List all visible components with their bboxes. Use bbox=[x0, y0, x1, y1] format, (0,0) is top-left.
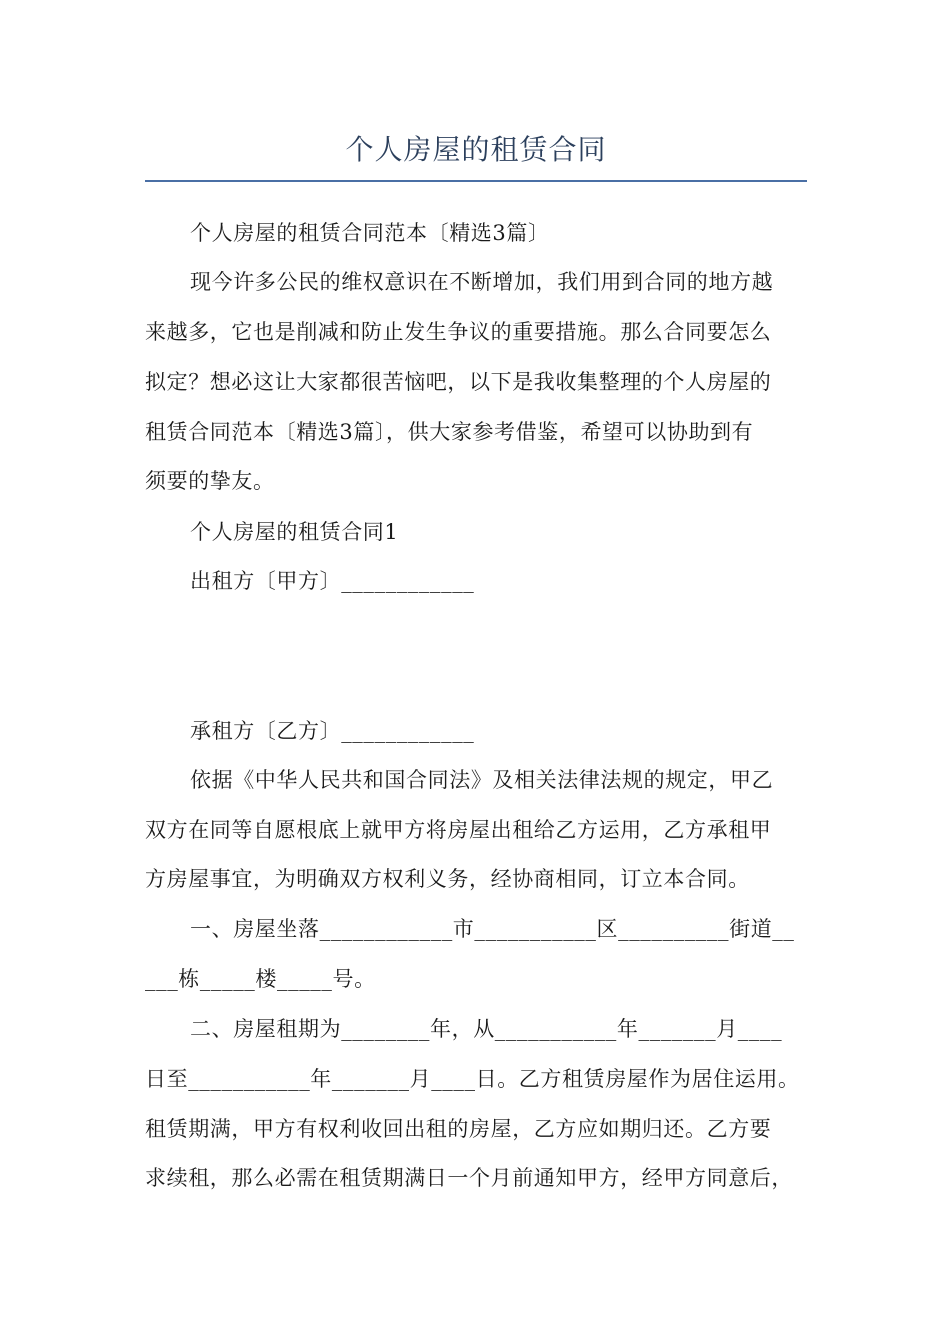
paragraph-subtitle: 个人房屋的租赁合同范本〔精选3篇〕 bbox=[190, 221, 550, 245]
clause-2-line-3: 租赁期满，甲方有权利收回出租的房屋，乙方应如期归还。乙方要 bbox=[145, 1117, 772, 1141]
paragraph-intro-line-4: 租赁合同范本〔精选3篇〕，供大家参考借鉴，希望可以协助到有 bbox=[145, 420, 754, 444]
paragraph-intro-line-1: 现今许多公民的维权意识在不断增加，我们用到合同的地方越 bbox=[190, 270, 774, 294]
paragraph-basis-line-2: 双方在同等自愿根底上就甲方将房屋出租给乙方运用，乙方承租甲 bbox=[145, 818, 772, 842]
clause-2-line-2: 日至___________年_______月____日。乙方租赁房屋作为居住运用。 bbox=[145, 1067, 800, 1091]
paragraph-intro-line-3: 拟定？想必这让大家都很苦恼吧，以下是我收集整理的个人房屋的 bbox=[145, 370, 772, 394]
lessee-field: 承租方〔乙方〕____________ bbox=[190, 719, 475, 743]
document-title: 个人房屋的租赁合同 bbox=[345, 133, 607, 166]
lessor-field: 出租方〔甲方〕____________ bbox=[190, 569, 475, 593]
paragraph-basis-line-3: 方房屋事宜，为明确双方权利义务，经协商相同，订立本合同。 bbox=[145, 867, 750, 891]
clause-1-line-2: ___栋_____楼_____号。 bbox=[145, 967, 376, 991]
clause-2-line-1: 二、房屋租期为________年，从___________年_______月____ bbox=[190, 1017, 783, 1041]
clause-2-line-4: 求续租，那么必需在租赁期满日一个月前通知甲方，经甲方同意后， bbox=[145, 1166, 793, 1190]
paragraph-intro-line-2: 来越多，它也是削减和防止发生争议的重要措施。那么合同要怎么 bbox=[145, 320, 772, 344]
section-heading-contract-1: 个人房屋的租赁合同1 bbox=[190, 520, 399, 544]
clause-1-line-1: 一、房屋坐落____________市___________区__________街道__ bbox=[190, 917, 795, 941]
title-divider bbox=[145, 180, 807, 182]
paragraph-basis-line-1: 依据《中华人民共和国合同法》及相关法律法规的规定，甲乙 bbox=[190, 768, 774, 792]
paragraph-intro-line-5: 须要的挚友。 bbox=[145, 469, 275, 493]
